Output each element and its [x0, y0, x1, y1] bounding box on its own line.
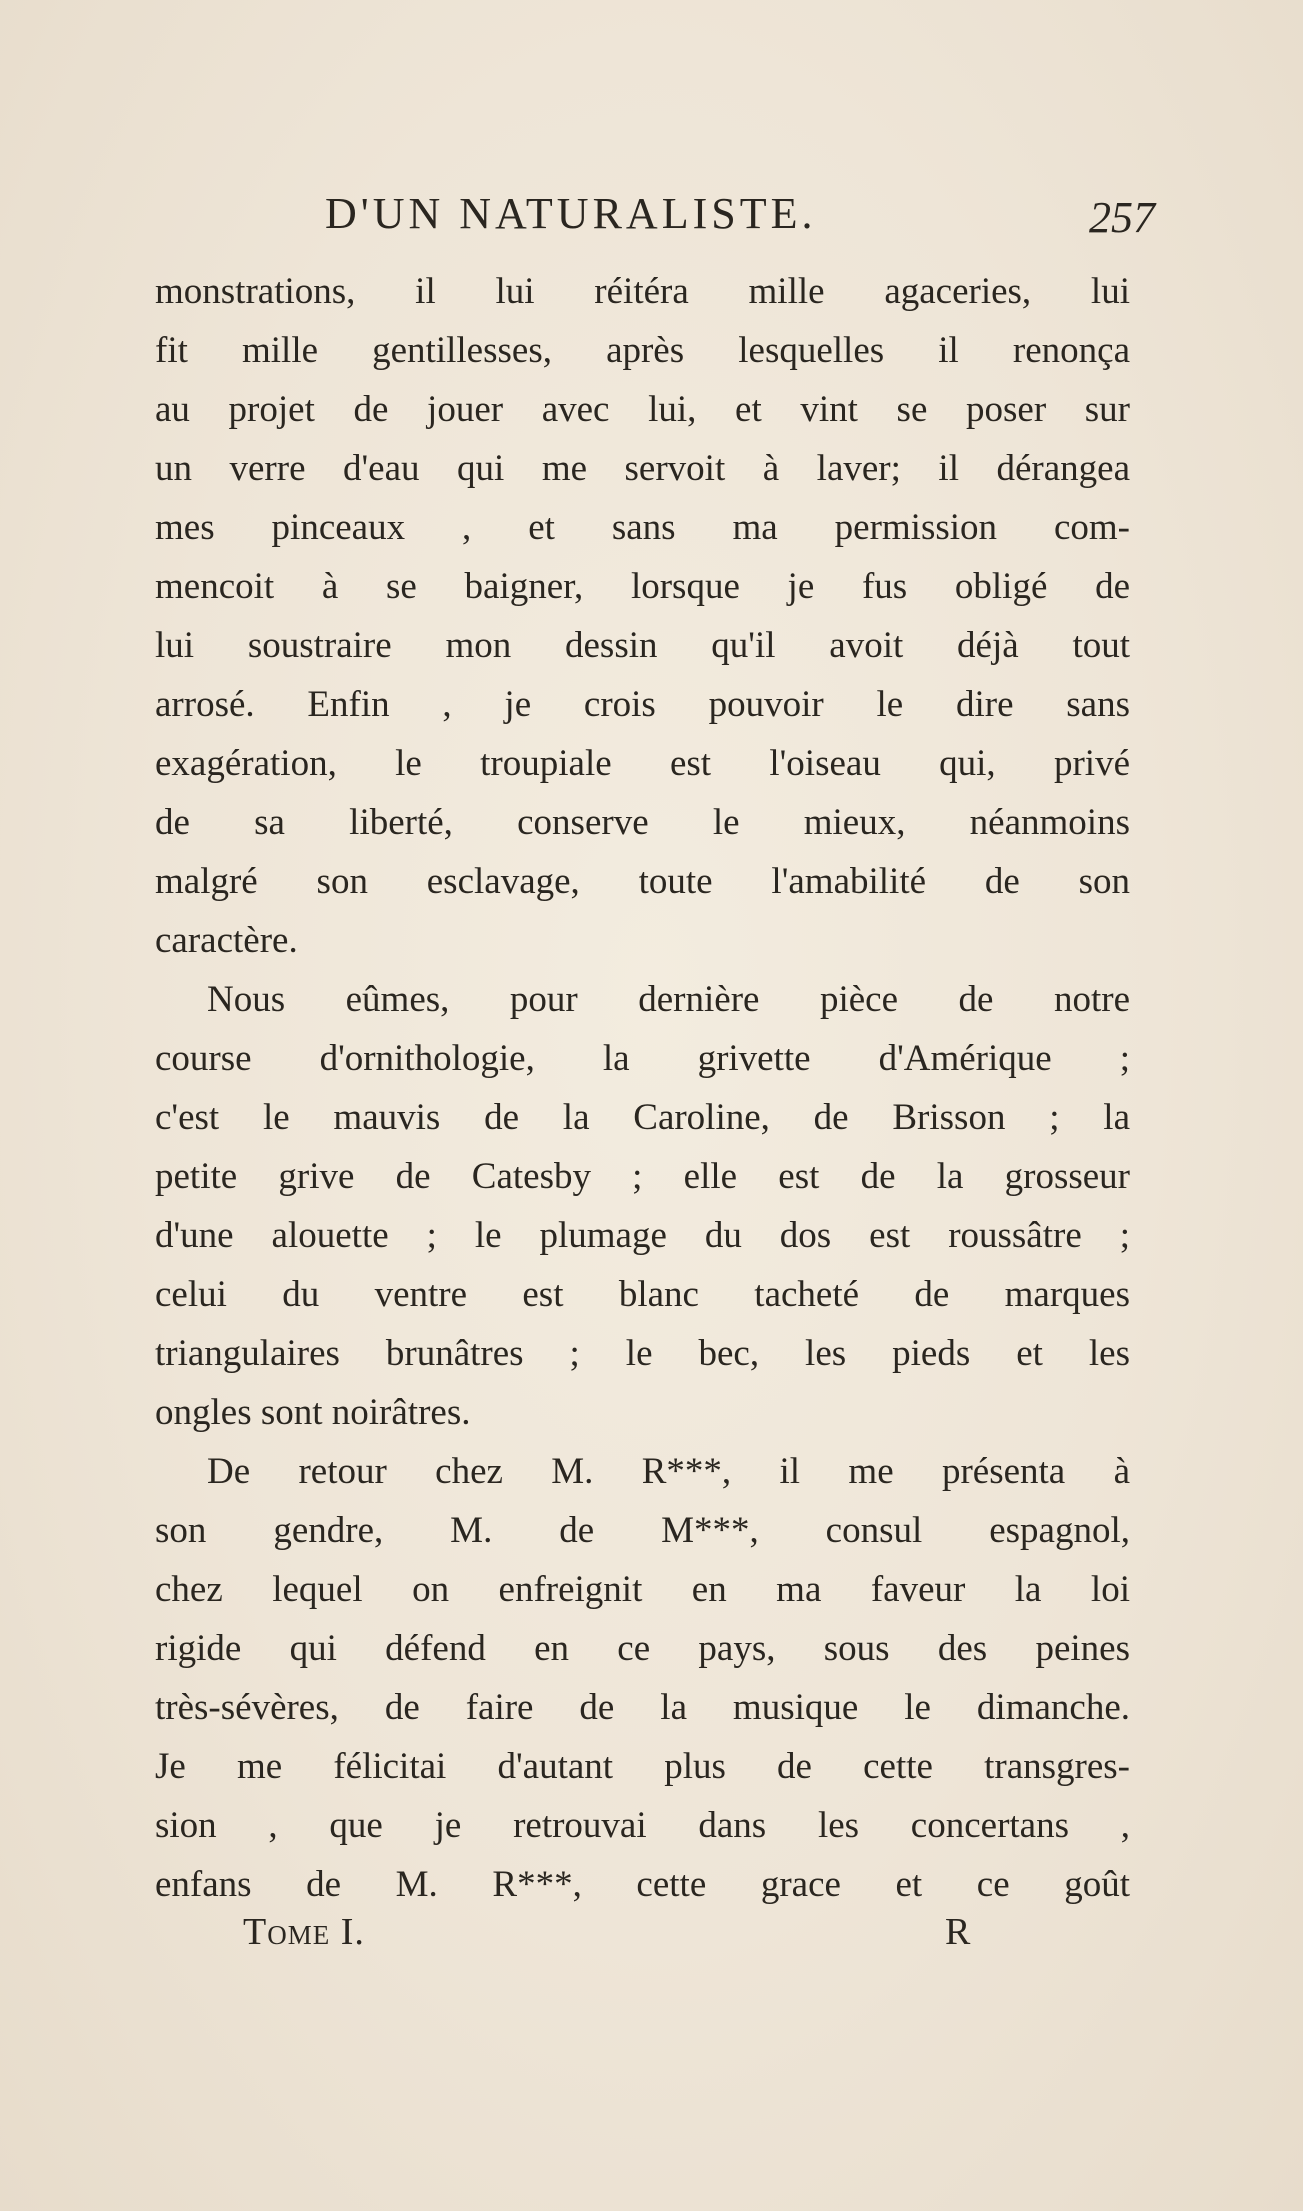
text-line: fit mille gentillesses, après lesquelles il renonça: [155, 330, 1130, 371]
text-line: mencoit à se baigner, lorsque je fus obligé de: [155, 566, 1130, 607]
text-line: course d'ornithologie, la grivette d'Amérique ;: [155, 1038, 1130, 1079]
volume-signature: Tome I.: [243, 1911, 365, 1953]
text-line: rigide qui défend en ce pays, sous des peines: [155, 1628, 1130, 1669]
text-line: ongles sont noirâtres.: [155, 1392, 471, 1433]
text-line: petite grive de Catesby ; elle est de la grosseur: [155, 1156, 1130, 1197]
text-line: celui du ventre est blanc tacheté de marques: [155, 1274, 1130, 1315]
body-text: [155, 262, 1130, 1914]
text-line: malgré son esclavage, toute l'amabilité de son: [155, 861, 1130, 902]
text-line: monstrations, il lui réitéra mille agaceries, lui: [155, 271, 1130, 312]
text-line: au projet de jouer avec lui, et vint se poser sur: [155, 389, 1130, 430]
text-line: sion , que je retrouvai dans les concertans ,: [155, 1805, 1130, 1846]
page-header: [155, 188, 1155, 248]
gathering-signature: R: [945, 1911, 971, 1953]
text-line: d'une alouette ; le plumage du dos est roussâtre ;: [155, 1215, 1130, 1256]
text-line: caractère.: [155, 920, 298, 961]
text-line: de sa liberté, conserve le mieux, néanmoins: [155, 802, 1130, 843]
text-line: Je me félicitai d'autant plus de cette transgres-: [155, 1746, 1130, 1787]
page-number: 257: [1089, 193, 1155, 242]
text-line: De retour chez M. R***, il me présenta à: [207, 1451, 1130, 1492]
text-line: son gendre, M. de M***, consul espagnol,: [155, 1510, 1130, 1551]
text-line: très-sévères, de faire de la musique le dimanche.: [155, 1687, 1130, 1728]
page-footer: [155, 1910, 1130, 1970]
text-line: exagération, le troupiale est l'oiseau qui, privé: [155, 743, 1130, 784]
text-line: lui soustraire mon dessin qu'il avoit déjà tout: [155, 625, 1130, 666]
text-line: chez lequel on enfreignit en ma faveur la loi: [155, 1569, 1130, 1610]
text-line: c'est le mauvis de la Caroline, de Brisson ; la: [155, 1097, 1130, 1138]
text-line: arrosé. Enfin , je crois pouvoir le dire sans: [155, 684, 1130, 725]
text-line: Nous eûmes, pour dernière pièce de notre: [207, 979, 1130, 1020]
text-line: triangulaires brunâtres ; le bec, les pieds et les: [155, 1333, 1130, 1374]
text-line: enfans de M. R***, cette grace et ce goût: [155, 1864, 1130, 1905]
text-line: un verre d'eau qui me servoit à laver; il dérangea: [155, 448, 1130, 489]
text-line: mes pinceaux , et sans ma permission com-: [155, 507, 1130, 548]
running-title: D'UN NATURALISTE.: [325, 189, 817, 238]
